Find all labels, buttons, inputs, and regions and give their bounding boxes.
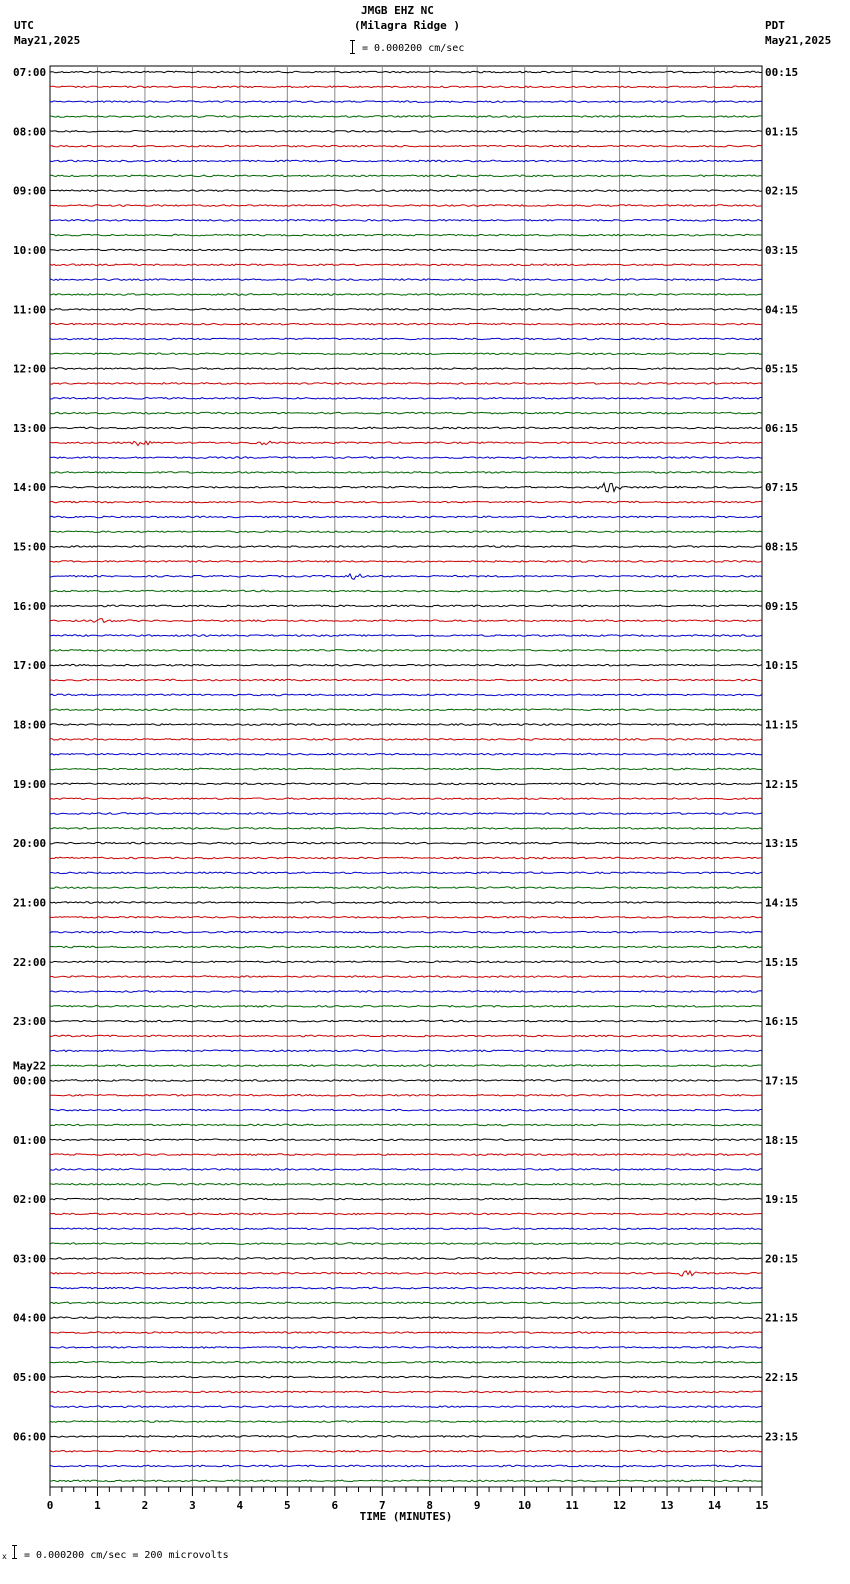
pdt-hour-label: 16:15 bbox=[765, 1015, 799, 1029]
seismic-trace bbox=[50, 160, 762, 162]
x-tick-label: 14 bbox=[707, 1499, 722, 1512]
seismic-trace bbox=[50, 1050, 762, 1052]
utc-hour-label: 20:00 bbox=[13, 837, 47, 851]
seismic-trace bbox=[50, 175, 762, 177]
seismic-trace bbox=[50, 353, 762, 355]
x-marker: x bbox=[2, 1552, 7, 1561]
seismic-trace bbox=[50, 1124, 762, 1126]
seismic-trace bbox=[50, 857, 762, 859]
x-tick-label: 0 bbox=[46, 1499, 54, 1512]
pdt-hour-label: 03:15 bbox=[765, 243, 799, 257]
seismic-trace bbox=[50, 783, 762, 785]
utc-hour-label: 03:00 bbox=[13, 1252, 47, 1266]
pdt-hour-label: 04:15 bbox=[765, 303, 799, 317]
seismic-trace bbox=[50, 101, 762, 103]
seismic-trace bbox=[50, 457, 762, 459]
x-tick-label: 11 bbox=[565, 1499, 579, 1512]
seismic-trace bbox=[50, 664, 762, 666]
seismic-trace bbox=[50, 961, 762, 963]
seismic-trace bbox=[50, 976, 762, 978]
seismic-trace bbox=[50, 190, 762, 192]
left-date: May21,2025 bbox=[14, 34, 81, 47]
seismic-trace bbox=[50, 872, 762, 874]
utc-hour-label: 04:00 bbox=[13, 1311, 47, 1325]
seismic-trace bbox=[50, 679, 762, 681]
seismic-trace bbox=[50, 501, 762, 503]
seismic-trace bbox=[50, 1095, 762, 1097]
pdt-hour-label: 13:15 bbox=[765, 837, 799, 851]
utc-hour-label: 12:00 bbox=[13, 362, 47, 376]
seismic-trace bbox=[50, 145, 762, 147]
seismic-trace bbox=[50, 1347, 762, 1349]
seismic-trace bbox=[50, 531, 762, 533]
x-tick-label: 12 bbox=[612, 1499, 627, 1512]
seismic-trace bbox=[50, 561, 762, 563]
seismic-trace bbox=[50, 1271, 762, 1276]
seismic-trace bbox=[50, 1243, 762, 1245]
seismic-trace bbox=[50, 546, 762, 548]
station-title: JMGB EHZ NC bbox=[361, 4, 434, 17]
pdt-hour-label: 10:15 bbox=[765, 659, 799, 673]
left-timezone: UTC bbox=[14, 19, 34, 32]
seismic-trace bbox=[50, 441, 762, 445]
seismic-trace bbox=[50, 427, 762, 429]
seismic-trace bbox=[50, 131, 762, 133]
x-tick-label: 5 bbox=[284, 1499, 291, 1512]
pdt-hour-label: 01:15 bbox=[765, 125, 799, 139]
seismic-trace bbox=[50, 1213, 762, 1215]
seismic-trace bbox=[50, 1302, 762, 1304]
utc-hour-label: 23:00 bbox=[13, 1015, 47, 1029]
seismic-trace bbox=[50, 1169, 762, 1171]
x-tick-label: 2 bbox=[141, 1499, 149, 1512]
seismic-trace bbox=[50, 1154, 762, 1156]
seismic-trace bbox=[50, 1317, 762, 1319]
seismic-trace bbox=[50, 483, 762, 492]
pdt-hour-label: 23:15 bbox=[765, 1430, 799, 1444]
utc-hour-label: 17:00 bbox=[13, 659, 47, 673]
pdt-hour-label: 00:15 bbox=[765, 66, 799, 79]
pdt-hour-label: 08:15 bbox=[765, 540, 799, 554]
pdt-hour-label: 11:15 bbox=[765, 718, 799, 732]
utc-hour-label: 15:00 bbox=[13, 540, 47, 554]
seismic-trace bbox=[50, 412, 762, 414]
seismic-trace bbox=[50, 1080, 762, 1082]
x-tick-label: 7 bbox=[378, 1499, 386, 1512]
seismic-trace bbox=[50, 264, 762, 266]
seismic-trace bbox=[50, 1450, 762, 1452]
seismic-trace bbox=[50, 991, 762, 993]
seismic-trace bbox=[50, 650, 762, 652]
seismic-trace bbox=[50, 383, 762, 385]
seismic-trace bbox=[50, 234, 762, 236]
seismic-trace bbox=[50, 574, 762, 580]
seismic-trace bbox=[50, 1287, 762, 1289]
seismic-trace bbox=[50, 635, 762, 637]
seismic-trace bbox=[50, 1391, 762, 1393]
seismic-trace bbox=[50, 1228, 762, 1230]
pdt-hour-label: 19:15 bbox=[765, 1193, 799, 1207]
seismic-trace bbox=[50, 917, 762, 919]
seismic-trace bbox=[50, 694, 762, 696]
seismic-trace bbox=[50, 1406, 762, 1408]
seismic-trace bbox=[50, 1184, 762, 1186]
utc-hour-label: 22:00 bbox=[13, 955, 47, 969]
pdt-hour-label: 06:15 bbox=[765, 421, 799, 435]
x-tick-label: 13 bbox=[660, 1499, 674, 1512]
seismic-trace bbox=[50, 1065, 762, 1067]
seismic-trace bbox=[50, 338, 762, 340]
pdt-hour-label: 14:15 bbox=[765, 896, 799, 910]
right-date: May21,2025 bbox=[765, 34, 832, 47]
pdt-hour-label: 22:15 bbox=[765, 1371, 799, 1385]
pdt-hour-label: 17:15 bbox=[765, 1074, 799, 1088]
x-axis-label: TIME (MINUTES) bbox=[359, 1510, 453, 1523]
utc-hour-label: 18:00 bbox=[13, 718, 47, 732]
utc-hour-label: 01:00 bbox=[13, 1133, 47, 1147]
seismic-trace bbox=[50, 220, 762, 222]
x-tick-label: 9 bbox=[473, 1499, 481, 1512]
seismic-trace bbox=[50, 1198, 762, 1200]
seismic-trace bbox=[50, 1361, 762, 1363]
seismic-trace bbox=[50, 605, 762, 607]
seismic-trace bbox=[50, 86, 762, 88]
date-change-label: May22 bbox=[13, 1059, 47, 1073]
seismic-trace bbox=[50, 753, 762, 755]
seismic-trace bbox=[50, 205, 762, 207]
seismic-trace bbox=[50, 724, 762, 726]
utc-hour-label: 06:00 bbox=[13, 1430, 47, 1444]
right-timezone: PDT bbox=[765, 19, 785, 32]
seismic-trace bbox=[50, 1139, 762, 1141]
seismic-trace bbox=[50, 516, 762, 518]
seismic-trace bbox=[50, 1020, 762, 1022]
x-tick-label: 6 bbox=[331, 1499, 339, 1512]
pdt-hour-label: 18:15 bbox=[765, 1133, 799, 1147]
pdt-hour-label: 15:15 bbox=[765, 955, 799, 969]
pdt-hour-label: 20:15 bbox=[765, 1252, 799, 1266]
seismic-trace bbox=[50, 619, 762, 623]
x-tick-label: 15 bbox=[755, 1499, 769, 1512]
utc-hour-label: 00:00 bbox=[13, 1074, 47, 1088]
utc-hour-label: 05:00 bbox=[13, 1371, 47, 1385]
pdt-hour-label: 07:15 bbox=[765, 481, 799, 495]
utc-hour-label: 10:00 bbox=[13, 243, 47, 257]
utc-hour-label: 08:00 bbox=[13, 125, 47, 139]
utc-hour-label: 02:00 bbox=[13, 1193, 47, 1207]
seismic-trace bbox=[50, 1332, 762, 1334]
x-tick-label: 8 bbox=[426, 1499, 434, 1512]
seismic-trace bbox=[50, 1480, 762, 1482]
seismic-trace bbox=[50, 1035, 762, 1037]
seismic-trace bbox=[50, 279, 762, 281]
seismic-trace bbox=[50, 887, 762, 889]
pdt-hour-label: 05:15 bbox=[765, 362, 799, 376]
x-tick-label: 3 bbox=[189, 1499, 196, 1512]
seismic-trace bbox=[50, 946, 762, 948]
seismic-trace bbox=[50, 1258, 762, 1260]
seismic-trace bbox=[50, 368, 762, 370]
seismic-trace bbox=[50, 1109, 762, 1111]
seismic-trace bbox=[50, 798, 762, 800]
seismic-trace bbox=[50, 323, 762, 325]
seismic-trace bbox=[50, 842, 762, 844]
seismic-trace bbox=[50, 828, 762, 830]
seismic-trace bbox=[50, 1006, 762, 1008]
seismic-trace bbox=[50, 813, 762, 815]
seismic-trace bbox=[50, 1421, 762, 1423]
utc-hour-label: 11:00 bbox=[13, 303, 47, 317]
utc-hour-label: 13:00 bbox=[13, 421, 47, 435]
utc-hour-label: 16:00 bbox=[13, 599, 47, 613]
pdt-hour-label: 21:15 bbox=[765, 1311, 799, 1325]
seismic-trace bbox=[50, 71, 762, 73]
seismic-trace bbox=[50, 249, 762, 251]
x-tick-label: 10 bbox=[518, 1499, 532, 1512]
utc-hour-label: 21:00 bbox=[13, 896, 47, 910]
pdt-hour-label: 09:15 bbox=[765, 599, 799, 613]
utc-hour-label: 07:00 bbox=[13, 66, 47, 79]
utc-hour-label: 14:00 bbox=[13, 481, 47, 495]
seismic-trace bbox=[50, 472, 762, 474]
seismic-trace bbox=[50, 902, 762, 904]
seismic-trace bbox=[50, 1376, 762, 1378]
seismic-trace bbox=[50, 116, 762, 118]
seismic-trace bbox=[50, 768, 762, 770]
calibration-bar-icon bbox=[14, 1545, 15, 1559]
seismic-trace bbox=[50, 739, 762, 741]
x-tick-label: 1 bbox=[94, 1499, 101, 1512]
seismic-trace bbox=[50, 309, 762, 311]
seismic-trace bbox=[50, 294, 762, 296]
seismic-trace bbox=[50, 1436, 762, 1438]
seismic-trace bbox=[50, 590, 762, 592]
scale-text: = 0.000200 cm/sec bbox=[362, 43, 465, 54]
x-tick-label: 4 bbox=[236, 1499, 244, 1512]
utc-hour-label: 19:00 bbox=[13, 777, 47, 791]
location-title: (Milagra Ridge ) bbox=[354, 19, 460, 32]
calibration-text: = 0.000200 cm/sec = 200 microvolts bbox=[24, 1550, 229, 1561]
pdt-hour-label: 12:15 bbox=[765, 777, 799, 791]
utc-hour-label: 09:00 bbox=[13, 184, 47, 198]
seismic-trace bbox=[50, 398, 762, 400]
seismic-trace bbox=[50, 931, 762, 933]
seismic-trace bbox=[50, 709, 762, 711]
pdt-hour-label: 02:15 bbox=[765, 184, 799, 198]
seismic-trace bbox=[50, 1465, 762, 1467]
